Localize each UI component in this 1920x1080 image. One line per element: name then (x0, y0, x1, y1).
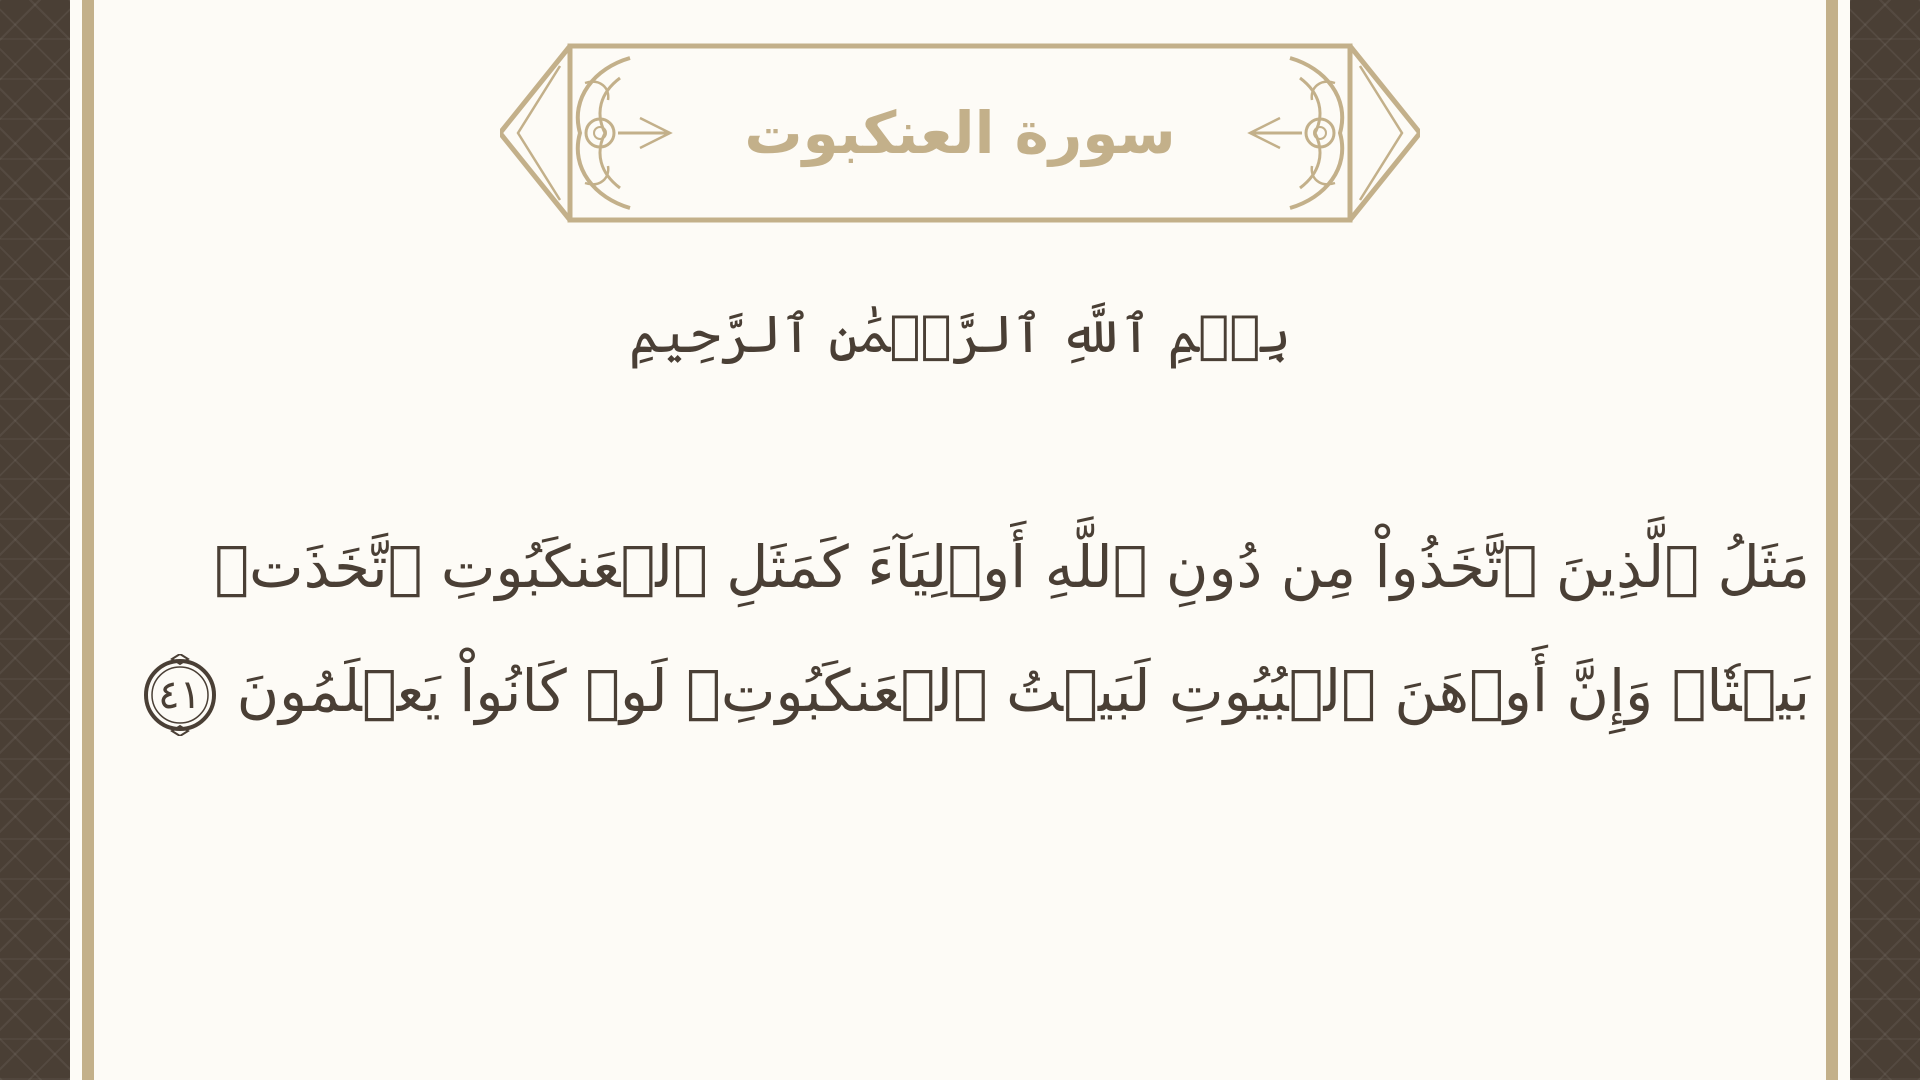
surah-title: سورة العنكبوت (744, 99, 1176, 167)
verse-line-2-text: بَيۡتٗاۖ وَإِنَّ أَوۡهَنَ ٱلۡبُيُوتِ لَبَيۡتُ ٱلۡعَنكَبُوتِۖ لَوۡ كَانُواْ يَعۡلَمُونَ (236, 657, 1810, 725)
ayah-number: ٤١ (158, 671, 202, 718)
surah-title-frame (500, 38, 1420, 228)
right-pattern-border (1850, 0, 1920, 1080)
right-gold-rule (1826, 0, 1838, 1080)
verse-line-2 (158, 629, 1810, 753)
left-pattern-border (0, 0, 70, 1080)
verse-line-1: مَثَلُ ٱلَّذِينَ ٱتَّخَذُواْ مِن دُونِ ٱللَّهِ أَوۡلِيَآءَ كَمَثَلِ ٱلۡعَنكَبُوتِ ٱتَّخَذَتۡ (214, 533, 1810, 601)
basmala: بِسۡمِ ٱللَّهِ ٱلرَّحۡمَٰنِ ٱلرَّحِيمِ (629, 305, 1291, 365)
verse-text (158, 505, 1810, 753)
left-gold-rule (82, 0, 94, 1080)
ayah-end-marker (139, 654, 221, 736)
